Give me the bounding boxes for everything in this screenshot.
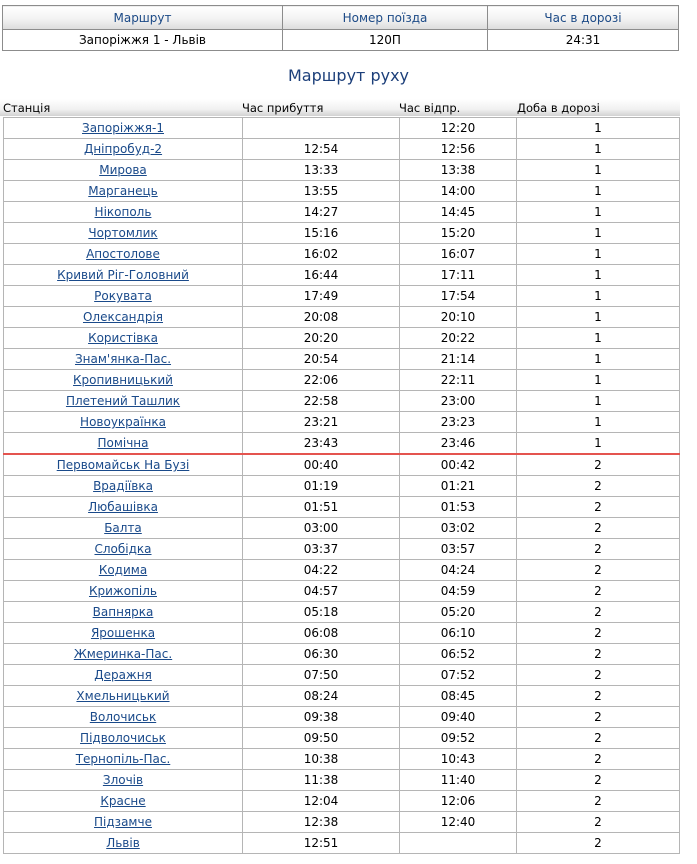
day-cell: 1 [517,139,680,160]
departure-time-cell: 11:40 [400,770,517,791]
departure-time-cell: 23:23 [400,412,517,433]
arrival-time-cell: 03:00 [243,518,400,539]
station-cell [4,349,243,370]
departure-time-cell: 14:45 [400,202,517,223]
day-cell: 1 [517,160,680,181]
station-cell [4,328,243,349]
departure-time-cell: 12:06 [400,791,517,812]
station-cell [4,539,243,560]
departure-time-cell: 12:56 [400,139,517,160]
station-link[interactable]: Крижопіль [88,584,157,598]
station-link[interactable]: Плетений Ташлик [65,394,181,408]
route-row [4,349,680,370]
departure-time-cell: 16:07 [400,244,517,265]
station-cell [4,833,243,854]
day-cell: 1 [517,118,680,139]
arrival-time-cell: 23:21 [243,412,400,433]
departure-time-cell: 05:20 [400,602,517,623]
route-row [4,433,680,455]
station-cell [4,139,243,160]
departure-time-cell: 12:40 [400,812,517,833]
station-cell [4,497,243,518]
route-row [4,160,680,181]
route-row [4,454,680,476]
departure-time-cell: 20:22 [400,328,517,349]
arrival-time-cell: 04:22 [243,560,400,581]
station-cell [4,770,243,791]
arrival-time-cell: 17:49 [243,286,400,307]
day-cell: 2 [517,539,680,560]
day-cell: 2 [517,518,680,539]
station-link[interactable]: Дніпробуд-2 [83,142,163,156]
station-cell [4,223,243,244]
travel-time-header: Час в дорозі [488,6,679,30]
route-row [4,812,680,833]
route-row [4,223,680,244]
day-cell: 2 [517,560,680,581]
station-cell [4,118,243,139]
station-cell [4,665,243,686]
departure-time-cell: 21:14 [400,349,517,370]
day-cell: 1 [517,202,680,223]
station-cell [4,454,243,476]
route-row [4,307,680,328]
station-cell [4,265,243,286]
day-cell: 2 [517,686,680,707]
route-row [4,244,680,265]
station-cell [4,707,243,728]
day-cell: 2 [517,581,680,602]
station-cell [4,749,243,770]
arrival-time-cell: 12:04 [243,791,400,812]
departure-time-cell [400,833,517,854]
route-row [4,791,680,812]
route-row [4,202,680,223]
station-link[interactable]: Вапнярка [92,605,154,619]
day-cell: 1 [517,412,680,433]
arrival-time-cell: 07:50 [243,665,400,686]
day-cell: 1 [517,349,680,370]
departure-time-cell: 01:21 [400,476,517,497]
station-cell [4,791,243,812]
route-row [4,476,680,497]
station-link[interactable]: Знам'янка-Пас. [74,352,172,366]
station-cell [4,160,243,181]
station-link[interactable]: Помічна [97,436,149,450]
station-link[interactable]: Нікополь [94,205,152,219]
station-link[interactable]: Підволочиськ [80,731,166,745]
departure-time-cell: 03:02 [400,518,517,539]
departure-time-cell: 06:52 [400,644,517,665]
station-link[interactable]: Тернопіль-Пас. [75,752,171,766]
day-cell: 2 [517,665,680,686]
arrival-time-cell: 23:43 [243,433,400,455]
departure-time-cell: 17:11 [400,265,517,286]
arrival-time-cell: 16:44 [243,265,400,286]
arrival-time-cell: 12:51 [243,833,400,854]
day-cell: 1 [517,244,680,265]
route-row [4,602,680,623]
station-link[interactable]: Волочиськ [89,710,157,724]
day-cell: 2 [517,623,680,644]
summary-row [3,30,679,51]
arrival-time-cell: 09:38 [243,707,400,728]
station-link[interactable]: Кодима [98,563,148,577]
departure-time-cell: 00:42 [400,454,517,476]
station-link[interactable]: Ярошенка [90,626,156,640]
arrival-time-cell: 06:08 [243,623,400,644]
route-row [4,686,680,707]
travel-time-value: 24:31 [488,30,679,51]
station-link[interactable]: Новоукраїнка [80,415,166,429]
station-cell [4,202,243,223]
train-number-header: Номер поїзда [283,6,488,30]
departure-time-cell: 06:10 [400,623,517,644]
route-row [4,181,680,202]
departure-time-cell: 09:52 [400,728,517,749]
station-link[interactable]: Красне [100,794,146,808]
station-cell [4,433,243,455]
departure-time-cell: 01:53 [400,497,517,518]
arrival-time-cell [243,118,400,139]
route-row [4,560,680,581]
route-row [4,581,680,602]
route-table-body [4,118,680,854]
route-row [4,518,680,539]
departure-time-cell: 13:38 [400,160,517,181]
summary-header-row [3,6,679,30]
day-cell: 2 [517,602,680,623]
arrival-time-cell: 22:06 [243,370,400,391]
station-link[interactable]: Марганець [88,184,158,198]
arrival-time-cell: 22:58 [243,391,400,412]
day-cell: 2 [517,707,680,728]
station-column-header: Станція [3,101,51,115]
station-link[interactable]: Жмеринка-Пас. [73,647,173,661]
day-cell: 2 [517,791,680,812]
route-row [4,833,680,854]
departure-time-cell: 04:24 [400,560,517,581]
route-row [4,707,680,728]
station-link[interactable]: Любашівка [88,500,158,514]
departure-time-cell: 10:43 [400,749,517,770]
day-cell: 1 [517,391,680,412]
day-cell: 1 [517,433,680,455]
train-summary-table [2,5,679,51]
station-cell [4,686,243,707]
route-row [4,328,680,349]
departure-time-cell: 15:20 [400,223,517,244]
departure-time-cell: 17:54 [400,286,517,307]
route-row [4,623,680,644]
route-row [4,139,680,160]
departure-time-cell: 23:46 [400,433,517,455]
arrival-time-cell: 12:54 [243,139,400,160]
station-link[interactable]: Мирова [99,163,147,177]
arrival-time-cell: 15:16 [243,223,400,244]
station-cell [4,391,243,412]
arrival-time-cell: 06:30 [243,644,400,665]
arrival-time-cell: 03:37 [243,539,400,560]
station-cell [4,476,243,497]
departure-time-cell: 22:11 [400,370,517,391]
section-title: Маршрут руху [288,66,409,85]
arrival-time-cell: 13:55 [243,181,400,202]
arrival-time-cell: 11:38 [243,770,400,791]
arrival-time-cell: 12:38 [243,812,400,833]
arrival-time-cell: 20:08 [243,307,400,328]
route-row [4,749,680,770]
station-link[interactable]: Апостолове [86,247,160,261]
station-cell [4,518,243,539]
station-link[interactable]: Злочів [102,773,144,787]
day-cell: 1 [517,307,680,328]
departure-time-cell: 03:57 [400,539,517,560]
departure-time-cell: 09:40 [400,707,517,728]
arrival-time-cell: 10:38 [243,749,400,770]
route-row [4,665,680,686]
departure-time-cell: 12:20 [400,118,517,139]
station-cell [4,244,243,265]
day-cell: 2 [517,644,680,665]
station-cell [4,181,243,202]
day-cell: 1 [517,286,680,307]
station-link[interactable]: Кропивницький [73,373,173,387]
station-cell [4,728,243,749]
day-cell: 2 [517,749,680,770]
route-row [4,118,680,139]
route-value: Запоріжжя 1 - Львів [3,30,283,51]
station-cell [4,307,243,328]
station-link[interactable]: Рокувата [94,289,152,303]
day-cell: 2 [517,728,680,749]
day-column-header: Доба в дорозі [517,101,600,115]
station-cell [4,602,243,623]
station-link[interactable]: Врадіївка [93,479,153,493]
arrival-time-cell: 20:54 [243,349,400,370]
day-cell: 1 [517,370,680,391]
route-row [4,265,680,286]
route-row [4,770,680,791]
arrival-time-cell: 16:02 [243,244,400,265]
day-cell: 1 [517,328,680,349]
station-cell [4,812,243,833]
day-cell: 2 [517,497,680,518]
departure-time-cell: 14:00 [400,181,517,202]
route-row [4,497,680,518]
route-header: Маршрут [3,6,283,30]
route-row [4,370,680,391]
station-link[interactable]: Хмельницький [76,689,170,703]
route-row [4,391,680,412]
arrival-time-cell: 20:20 [243,328,400,349]
day-cell: 2 [517,812,680,833]
station-cell [4,370,243,391]
station-link[interactable]: Деражня [94,668,152,682]
departure-time-cell: 07:52 [400,665,517,686]
arrival-time-cell: 00:40 [243,454,400,476]
station-cell [4,560,243,581]
station-link[interactable]: Кривий Ріг-Головний [57,268,189,282]
station-cell [4,644,243,665]
station-link[interactable]: Чортомлик [88,226,158,240]
arrival-time-cell: 08:24 [243,686,400,707]
arrival-time-cell: 05:18 [243,602,400,623]
route-row [4,644,680,665]
station-link[interactable]: Підзамче [94,815,152,829]
day-cell: 2 [517,454,680,476]
station-link[interactable]: Олександрія [82,310,163,324]
arrival-time-cell: 14:27 [243,202,400,223]
station-link[interactable]: Балта [104,521,142,535]
departure-time-cell: 23:00 [400,391,517,412]
route-row [4,728,680,749]
station-link[interactable]: Первомайськ На Бузі [56,458,190,472]
day-cell: 2 [517,476,680,497]
arrival-time-cell: 13:33 [243,160,400,181]
arrival-time-cell: 04:57 [243,581,400,602]
day-cell: 2 [517,770,680,791]
day-cell: 1 [517,265,680,286]
station-cell [4,412,243,433]
arrival-time-cell: 09:50 [243,728,400,749]
station-link[interactable]: Слобідка [94,542,152,556]
arrival-column-header: Час прибуття [242,101,324,115]
arrival-time-cell: 01:19 [243,476,400,497]
departure-column-header: Час відпр. [399,101,461,115]
day-cell: 2 [517,833,680,854]
route-row [4,286,680,307]
station-link[interactable]: Користівка [88,331,158,345]
day-cell: 1 [517,223,680,244]
station-cell [4,286,243,307]
station-link[interactable]: Запоріжжя-1 [82,121,164,135]
departure-time-cell: 08:45 [400,686,517,707]
day-cell: 1 [517,181,680,202]
departure-time-cell: 20:10 [400,307,517,328]
route-row [4,412,680,433]
route-column-headers [0,99,680,116]
route-table [3,117,680,854]
station-cell [4,581,243,602]
route-row [4,539,680,560]
departure-time-cell: 04:59 [400,581,517,602]
train-number-value: 120П [283,30,488,51]
station-link[interactable]: Львів [106,836,140,850]
station-cell [4,623,243,644]
arrival-time-cell: 01:51 [243,497,400,518]
